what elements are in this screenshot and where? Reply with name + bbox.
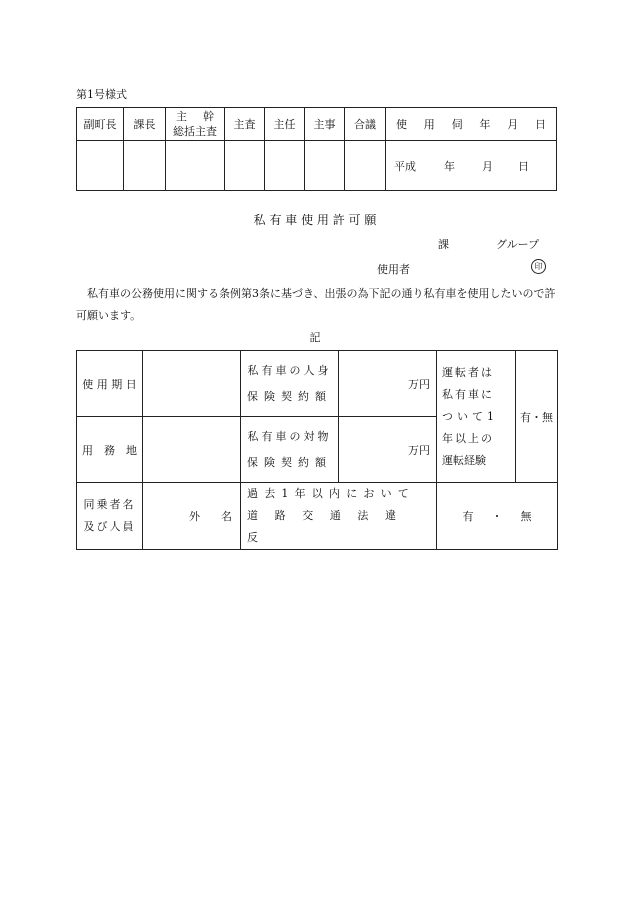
period-label: 使 用 期 日 <box>77 351 143 417</box>
personal-ins-line2: 保険契約額 <box>247 389 332 403</box>
ud-4: 月 <box>507 118 519 131</box>
stamp-shukan[interactable] <box>166 141 225 191</box>
date-year: 年 <box>444 159 455 173</box>
ud-3: 年 <box>479 118 491 131</box>
usage-date-header <box>386 108 557 141</box>
personal-ins-line1: 私有車の人身 <box>247 363 332 377</box>
violation-label <box>241 483 437 550</box>
ud-0: 使 <box>396 118 407 131</box>
stamp-fukuchocho[interactable] <box>77 141 124 191</box>
ud-5: 日 <box>534 118 546 131</box>
property-ins-value[interactable] <box>339 417 437 483</box>
stamp-shusa[interactable] <box>225 141 265 191</box>
stamp-shunin[interactable] <box>265 141 305 191</box>
seal-mark <box>531 259 546 274</box>
violation-yes: 有 <box>462 510 474 523</box>
personal-ins-value[interactable] <box>339 351 437 417</box>
passengers-mei: 名 <box>221 510 232 523</box>
header-shusa: 主査 <box>225 108 265 141</box>
driver-exp-l3: ついて1 <box>442 409 498 423</box>
stamp-shuji[interactable] <box>305 141 345 191</box>
header-shukan-line1: 主 幹 <box>176 110 214 123</box>
driver-exp-l1: 運転者は <box>442 365 494 379</box>
driver-exp-l4: 年以上の <box>442 431 494 445</box>
date-day: 日 <box>518 159 529 173</box>
passengers-value[interactable] <box>143 483 241 550</box>
passengers-label <box>77 483 143 550</box>
stamp-kacho[interactable] <box>124 141 166 191</box>
dept-ka: 課 <box>438 238 449 251</box>
personal-ins-label <box>241 351 339 417</box>
passengers-l2: 及び人員 <box>83 520 136 533</box>
violation-dot: ・ <box>491 510 503 523</box>
form-number: 第1号様式 <box>76 88 127 101</box>
document-title: 私 有 車 使 用 許 可 願 <box>253 213 377 227</box>
period-value[interactable] <box>143 351 241 417</box>
violation-l2: 道路交通法違反 <box>247 509 413 544</box>
seal-icon: 印 <box>531 259 546 274</box>
passengers-soto: 外 <box>189 510 200 523</box>
violation-value[interactable] <box>437 483 558 550</box>
property-ins-line2: 保険契約額 <box>247 455 332 469</box>
driver-exp-value[interactable]: 有・無 <box>516 351 558 483</box>
personal-ins-unit: 万円 <box>408 377 430 391</box>
details-table <box>76 350 558 550</box>
violation-l1: 過去1年以内において <box>247 487 415 500</box>
stamp-gogi[interactable] <box>345 141 386 191</box>
header-gogi: 合議 <box>345 108 386 141</box>
passengers-l1: 同乗者名 <box>83 498 136 511</box>
applicant-label: 使用者 <box>377 263 410 276</box>
ud-2: 伺 <box>451 118 463 131</box>
property-ins-unit: 万円 <box>408 443 430 457</box>
violation-no: 無 <box>520 510 532 523</box>
header-shukan <box>166 108 225 141</box>
driver-exp-label <box>437 351 516 483</box>
date-field[interactable] <box>386 141 557 191</box>
ud-1: 用 <box>423 118 435 131</box>
place-value[interactable] <box>143 417 241 483</box>
header-shuji: 主事 <box>305 108 345 141</box>
header-kacho: 課長 <box>124 108 166 141</box>
header-shunin: 主任 <box>265 108 305 141</box>
body-text: 私有車の公務使用に関する条例第3条に基づき、出張の為下記の通り私有車を使用したいので許可願います。 <box>76 287 556 322</box>
date-month: 月 <box>482 159 493 173</box>
dept-group: グループ <box>496 238 540 251</box>
ki-label: 記 <box>309 331 321 344</box>
place-label: 用 務 地 <box>77 417 143 483</box>
date-heisei: 平成 <box>394 159 416 173</box>
approval-table <box>76 107 557 191</box>
driver-exp-l2: 私有車に <box>442 387 494 401</box>
property-ins-line1: 私有車の対物 <box>247 429 332 443</box>
header-fukuchocho: 副町長 <box>77 108 124 141</box>
property-ins-label <box>241 417 339 483</box>
driver-exp-l5: 運転経験 <box>442 453 486 467</box>
header-sokatsu: 総括主査 <box>173 125 217 138</box>
